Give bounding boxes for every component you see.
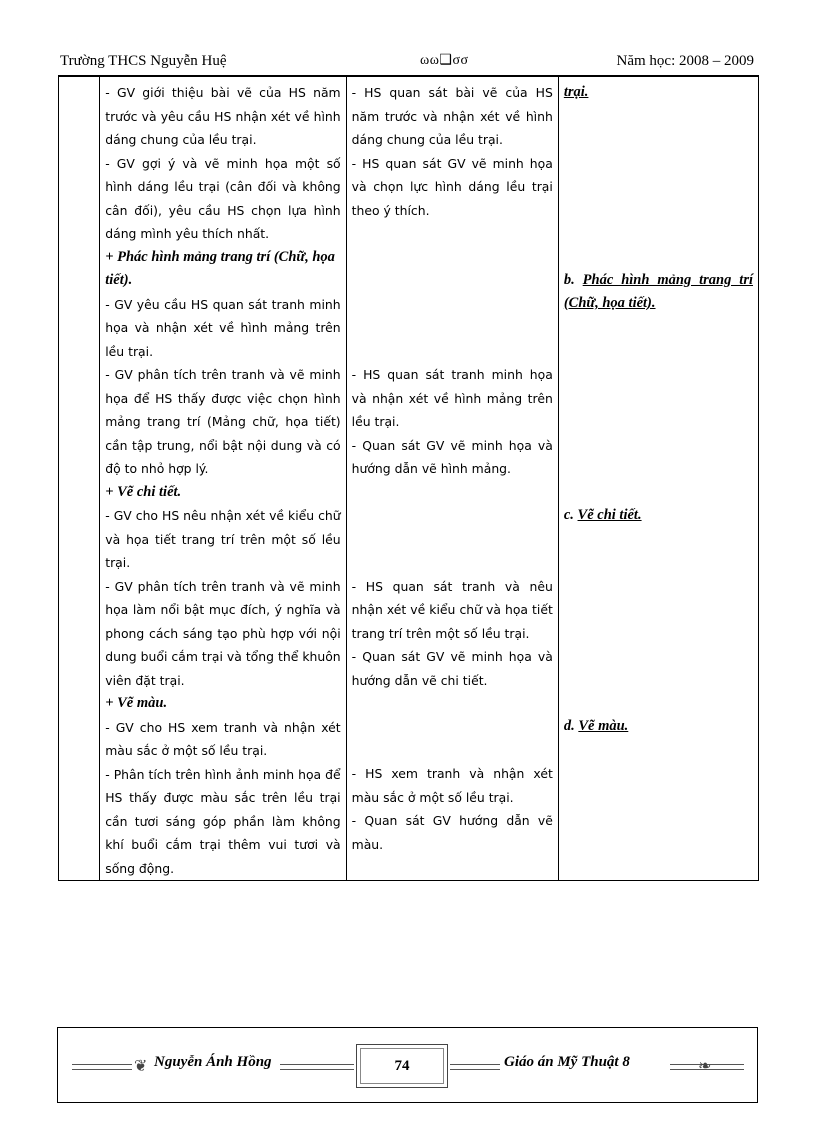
teacher-step: - GV phân tích trên tranh và vẽ minh họa làm nổi bật mục đích, ý nghĩa và phong cách sáng tạo phù hợp với nội dung buổi cắm trại và tổng thể khuôn viên đặt trại.: [105, 578, 341, 688]
page-number-box: [356, 1044, 448, 1088]
school-name: Trường THCS Nguyễn Huệ: [60, 53, 227, 69]
student-activities-column: [346, 77, 558, 881]
content-column: [558, 77, 758, 881]
table-row: [59, 77, 759, 881]
student-step: - HS quan sát bài vẽ của HS năm trước và nhận xét về hình dáng chung của lều trại.: [351, 85, 553, 147]
footer-rule-mid-right: [450, 1064, 500, 1070]
lesson-table: [58, 76, 759, 881]
content-item-d: d. Vẽ màu.: [563, 718, 629, 734]
page-number: 74: [394, 1058, 410, 1074]
teacher-step: - GV giới thiệu bài vẽ của HS năm trước và yêu cầu HS nhận xét về hình dáng chung của lều trại.: [105, 85, 341, 147]
teacher-step: - GV gợi ý và vẽ minh họa một số hình dáng lều trại (cân đối và không cân đối), yêu cầu HS chọn lựa hình dáng mình yêu thích nhất.: [105, 155, 341, 241]
student-step: - HS quan sát tranh và nêu nhận xét về kiểu chữ và họa tiết trang trí trên một số lều trại.: [351, 578, 553, 641]
section-heading: + Vẽ chi tiết.: [105, 483, 182, 500]
school-year: Năm học: 2008 – 2009: [616, 53, 754, 69]
content-item-b: b. Phác hình mảng trang trí (Chữ, họa tiết).: [563, 271, 754, 311]
time-column: [59, 77, 100, 881]
teacher-step: - GV cho HS nêu nhận xét về kiểu chữ và họa tiết trang trí trên một số lều trại.: [105, 508, 341, 570]
teacher-step: - GV phân tích trên tranh và vẽ minh họa để HS thấy được việc chọn hình mảng trang trí (Mảng chữ, họa tiết) cần tập trung, nổi bật nội dung và có độ to nhỏ hợp lý.: [105, 367, 341, 476]
page-footer: [57, 1027, 758, 1103]
student-step: - Quan sát GV vẽ minh họa và hướng dẫn vẽ hình mảng.: [351, 437, 553, 476]
header-ornament-icon: ωω❑σσ: [420, 53, 469, 68]
footer-rule-mid-left: [280, 1064, 354, 1070]
spacer: [564, 527, 753, 715]
spacer: [564, 105, 753, 269]
student-step: - HS xem tranh và nhận xét màu sắc ở một số lều trại.: [351, 766, 553, 805]
teacher-step: - GV yêu cầu HS quan sát tranh minh họa và nhận xét về hình mảng trên lều trại.: [105, 296, 341, 359]
scroll-left-icon: ❦: [134, 1058, 148, 1075]
student-step: - Quan sát GV vẽ minh họa và hướng dẫn vẽ chi tiết.: [351, 649, 553, 688]
spacer: [352, 222, 553, 363]
student-step: - Quan sát GV hướng dẫn vẽ màu.: [351, 813, 553, 852]
page-header: [58, 50, 758, 74]
section-heading: + Vẽ màu.: [105, 695, 168, 711]
student-step: - HS quan sát tranh minh họa và nhận xét về hình mảng trên lều trại.: [351, 367, 553, 429]
scroll-right-icon: ❧: [698, 1058, 712, 1075]
section-heading: + Phác hình mảng trang trí (Chữ, họa tiết).: [105, 248, 335, 288]
student-step: - HS quan sát GV vẽ minh họa và chọn lực hình dáng lều trại theo ý thích.: [351, 155, 553, 218]
document-title: Giáo án Mỹ Thuật 8: [504, 1054, 630, 1070]
content-item-c: c. Vẽ chi tiết.: [563, 506, 642, 523]
teacher-step: - GV cho HS xem tranh và nhận xét màu sắc ở một số lều trại.: [105, 719, 341, 758]
spacer: [352, 481, 553, 575]
teacher-activities-column: [100, 77, 346, 881]
author-name: Nguyễn Ánh Hồng: [154, 1054, 272, 1070]
spacer: [564, 316, 753, 504]
teacher-step: - Phân tích trên hình ảnh minh họa để HS thấy được màu sắc trên lều trại cần tươi sáng góp phần làm không khí buổi cắm trại thêm vui tươi và sống động.: [105, 766, 341, 876]
footer-rule-left: [72, 1064, 132, 1070]
content-continuation: trại.: [563, 84, 589, 100]
spacer: [352, 692, 553, 762]
